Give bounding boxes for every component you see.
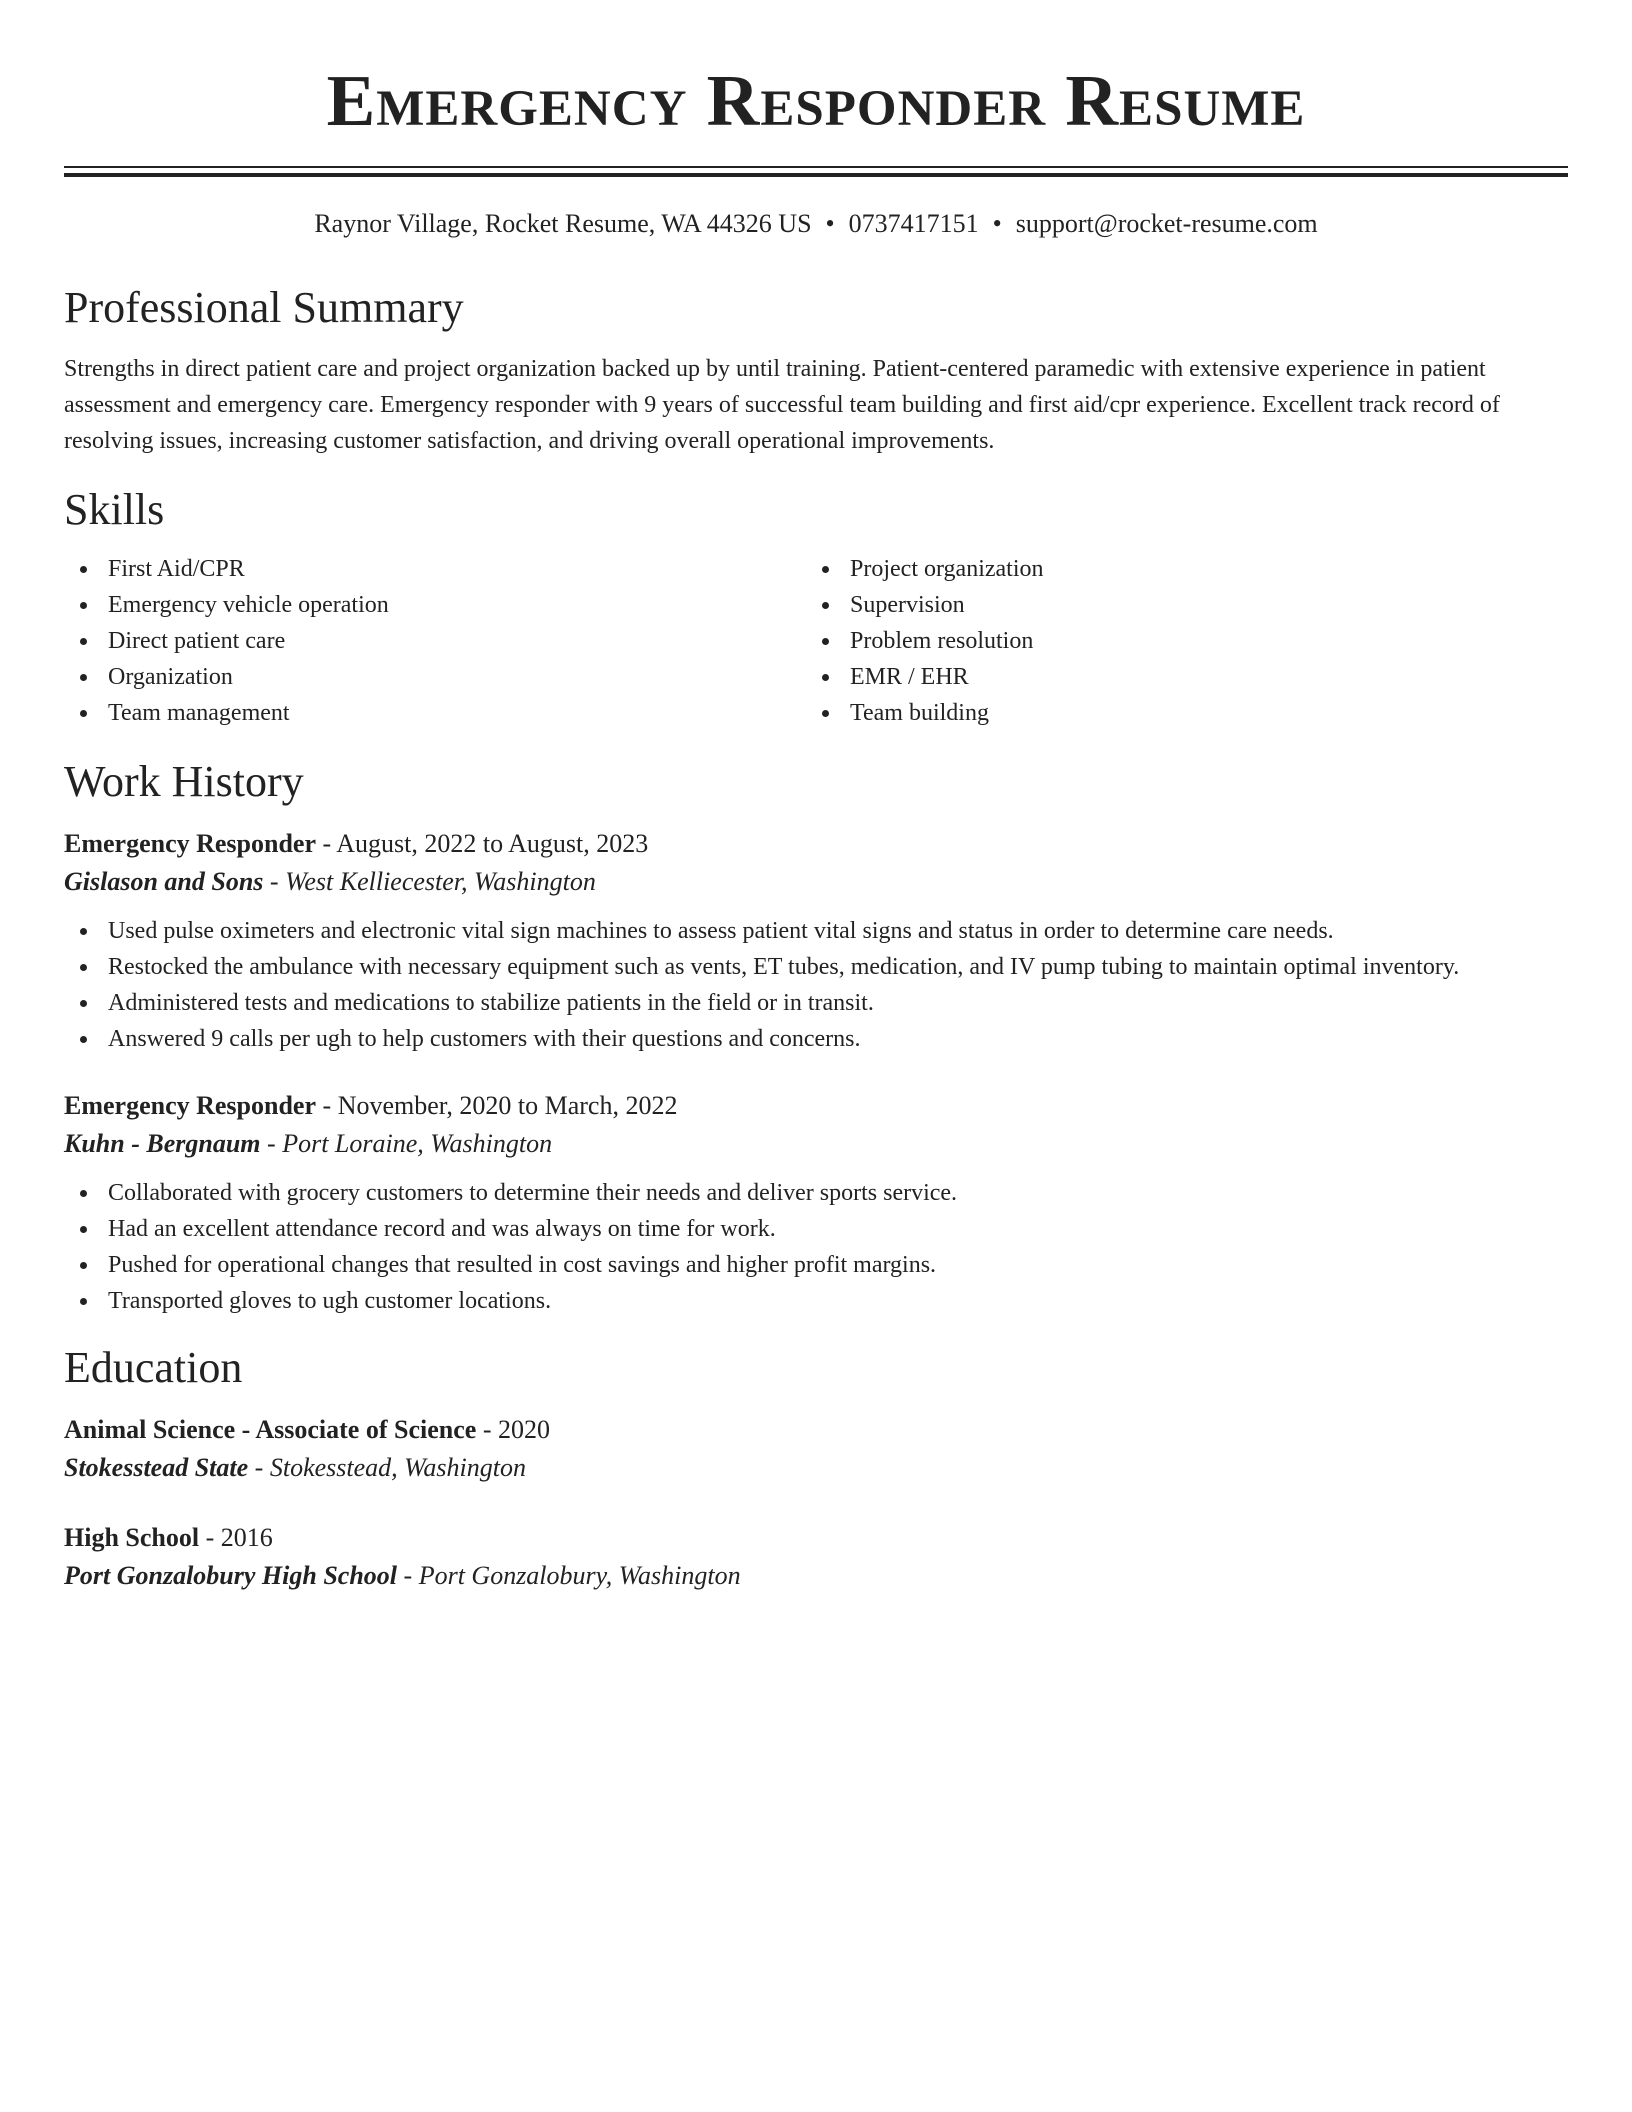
contact-separator: • [992, 209, 1002, 238]
job-bullet: Transported gloves to ugh customer locations. [64, 1283, 1568, 1319]
education-location: Stokesstead, Washington [269, 1453, 526, 1482]
job-company: Gislason and Sons [64, 867, 264, 896]
job-title: Emergency Responder [64, 1091, 317, 1120]
skill-item: EMR / EHR [806, 659, 1548, 695]
contact-address: Raynor Village, Rocket Resume, WA 44326 US [314, 209, 812, 238]
job-bullet: Answered 9 calls per ugh to help customers with their questions and concerns. [64, 1021, 1568, 1057]
job-entry [64, 1087, 1568, 1319]
education-school-line: Stokesstead State - Stokesstead, Washington [64, 1453, 526, 1482]
job-entry [64, 825, 1568, 1057]
skill-item: Team building [806, 695, 1548, 731]
job-header: Emergency Responder - November, 2020 to March, 2022 [64, 1091, 678, 1120]
work-history-heading: Work History [64, 757, 304, 806]
skills-columns [64, 551, 1568, 731]
contact-separator: • [825, 209, 835, 238]
education-school-line: Port Gonzalobury High School - Port Gonzalobury, Washington [64, 1561, 741, 1590]
job-bullet: Restocked the ambulance with necessary equipment such as vents, ET tubes, medication, and IV pump tubing to maintain optimal inventory. [64, 949, 1568, 985]
job-location: Port Loraine, Washington [282, 1129, 553, 1158]
skill-item: First Aid/CPR [64, 551, 806, 587]
education-header: Animal Science - Associate of Science - 2020 [64, 1415, 550, 1444]
job-bullet: Pushed for operational changes that resulted in cost savings and higher profit margins. [64, 1247, 1568, 1283]
job-title: Emergency Responder [64, 829, 317, 858]
skill-item: Project organization [806, 551, 1548, 587]
education-degree: Animal Science - Associate of Science [64, 1415, 477, 1444]
resume-title: Emergency Responder Resume [326, 60, 1306, 141]
job-company: Kuhn - Bergnaum [64, 1129, 261, 1158]
education-header: High School - 2016 [64, 1523, 273, 1552]
contact-line [64, 207, 1568, 241]
job-bullet: Used pulse oximeters and electronic vital sign machines to assess patient vital signs and status in order to determine care needs. [64, 913, 1568, 949]
education-entry [64, 1519, 1568, 1595]
job-bullet: Administered tests and medications to stabilize patients in the field or in transit. [64, 985, 1568, 1021]
skill-item: Direct patient care [64, 623, 806, 659]
skill-item: Supervision [806, 587, 1548, 623]
job-bullet: Had an excellent attendance record and was always on time for work. [64, 1211, 1568, 1247]
skills-heading: Skills [64, 485, 165, 534]
skills-list-right [806, 551, 1548, 731]
title-double-rule [64, 166, 1568, 177]
skill-item: Emergency vehicle operation [64, 587, 806, 623]
job-bullets [64, 913, 1568, 1057]
education-degree: High School [64, 1523, 200, 1552]
contact-phone: 0737417151 [848, 209, 979, 238]
education-year: 2020 [497, 1415, 550, 1444]
contact-email: support@rocket-resume.com [1015, 209, 1318, 238]
job-header: Emergency Responder - August, 2022 to August, 2023 [64, 829, 649, 858]
education-heading: Education [64, 1343, 243, 1392]
job-bullets [64, 1175, 1568, 1319]
job-location: West Kelliecester, Washington [285, 867, 596, 896]
summary-text: Strengths in direct patient care and project organization backed up by until training. Patient-centered paramedic with extensive experience in patient assessment and emergency care. Emergency responder with 9 years of successful team building and first aid/cpr experience. Excellent track record of resolving issues, increasing customer satisfaction, and driving overall operational improvements. [64, 356, 1500, 454]
skill-item: Team management [64, 695, 806, 731]
skill-item: Problem resolution [806, 623, 1548, 659]
education-year: 2016 [220, 1523, 273, 1552]
education-location: Port Gonzalobury, Washington [418, 1561, 741, 1590]
job-employer-line: Kuhn - Bergnaum - Port Loraine, Washington [64, 1129, 553, 1158]
education-entry [64, 1411, 1568, 1487]
skills-list-left [64, 551, 806, 731]
job-dates: August, 2022 to August, 2023 [336, 829, 649, 858]
education-school: Stokesstead State [64, 1453, 249, 1482]
education-school: Port Gonzalobury High School [64, 1561, 398, 1590]
job-dates: November, 2020 to March, 2022 [337, 1091, 678, 1120]
job-bullet: Collaborated with grocery customers to determine their needs and deliver sports service. [64, 1175, 1568, 1211]
summary-heading: Professional Summary [64, 283, 464, 332]
job-employer-line: Gislason and Sons - West Kelliecester, Washington [64, 867, 596, 896]
skill-item: Organization [64, 659, 806, 695]
